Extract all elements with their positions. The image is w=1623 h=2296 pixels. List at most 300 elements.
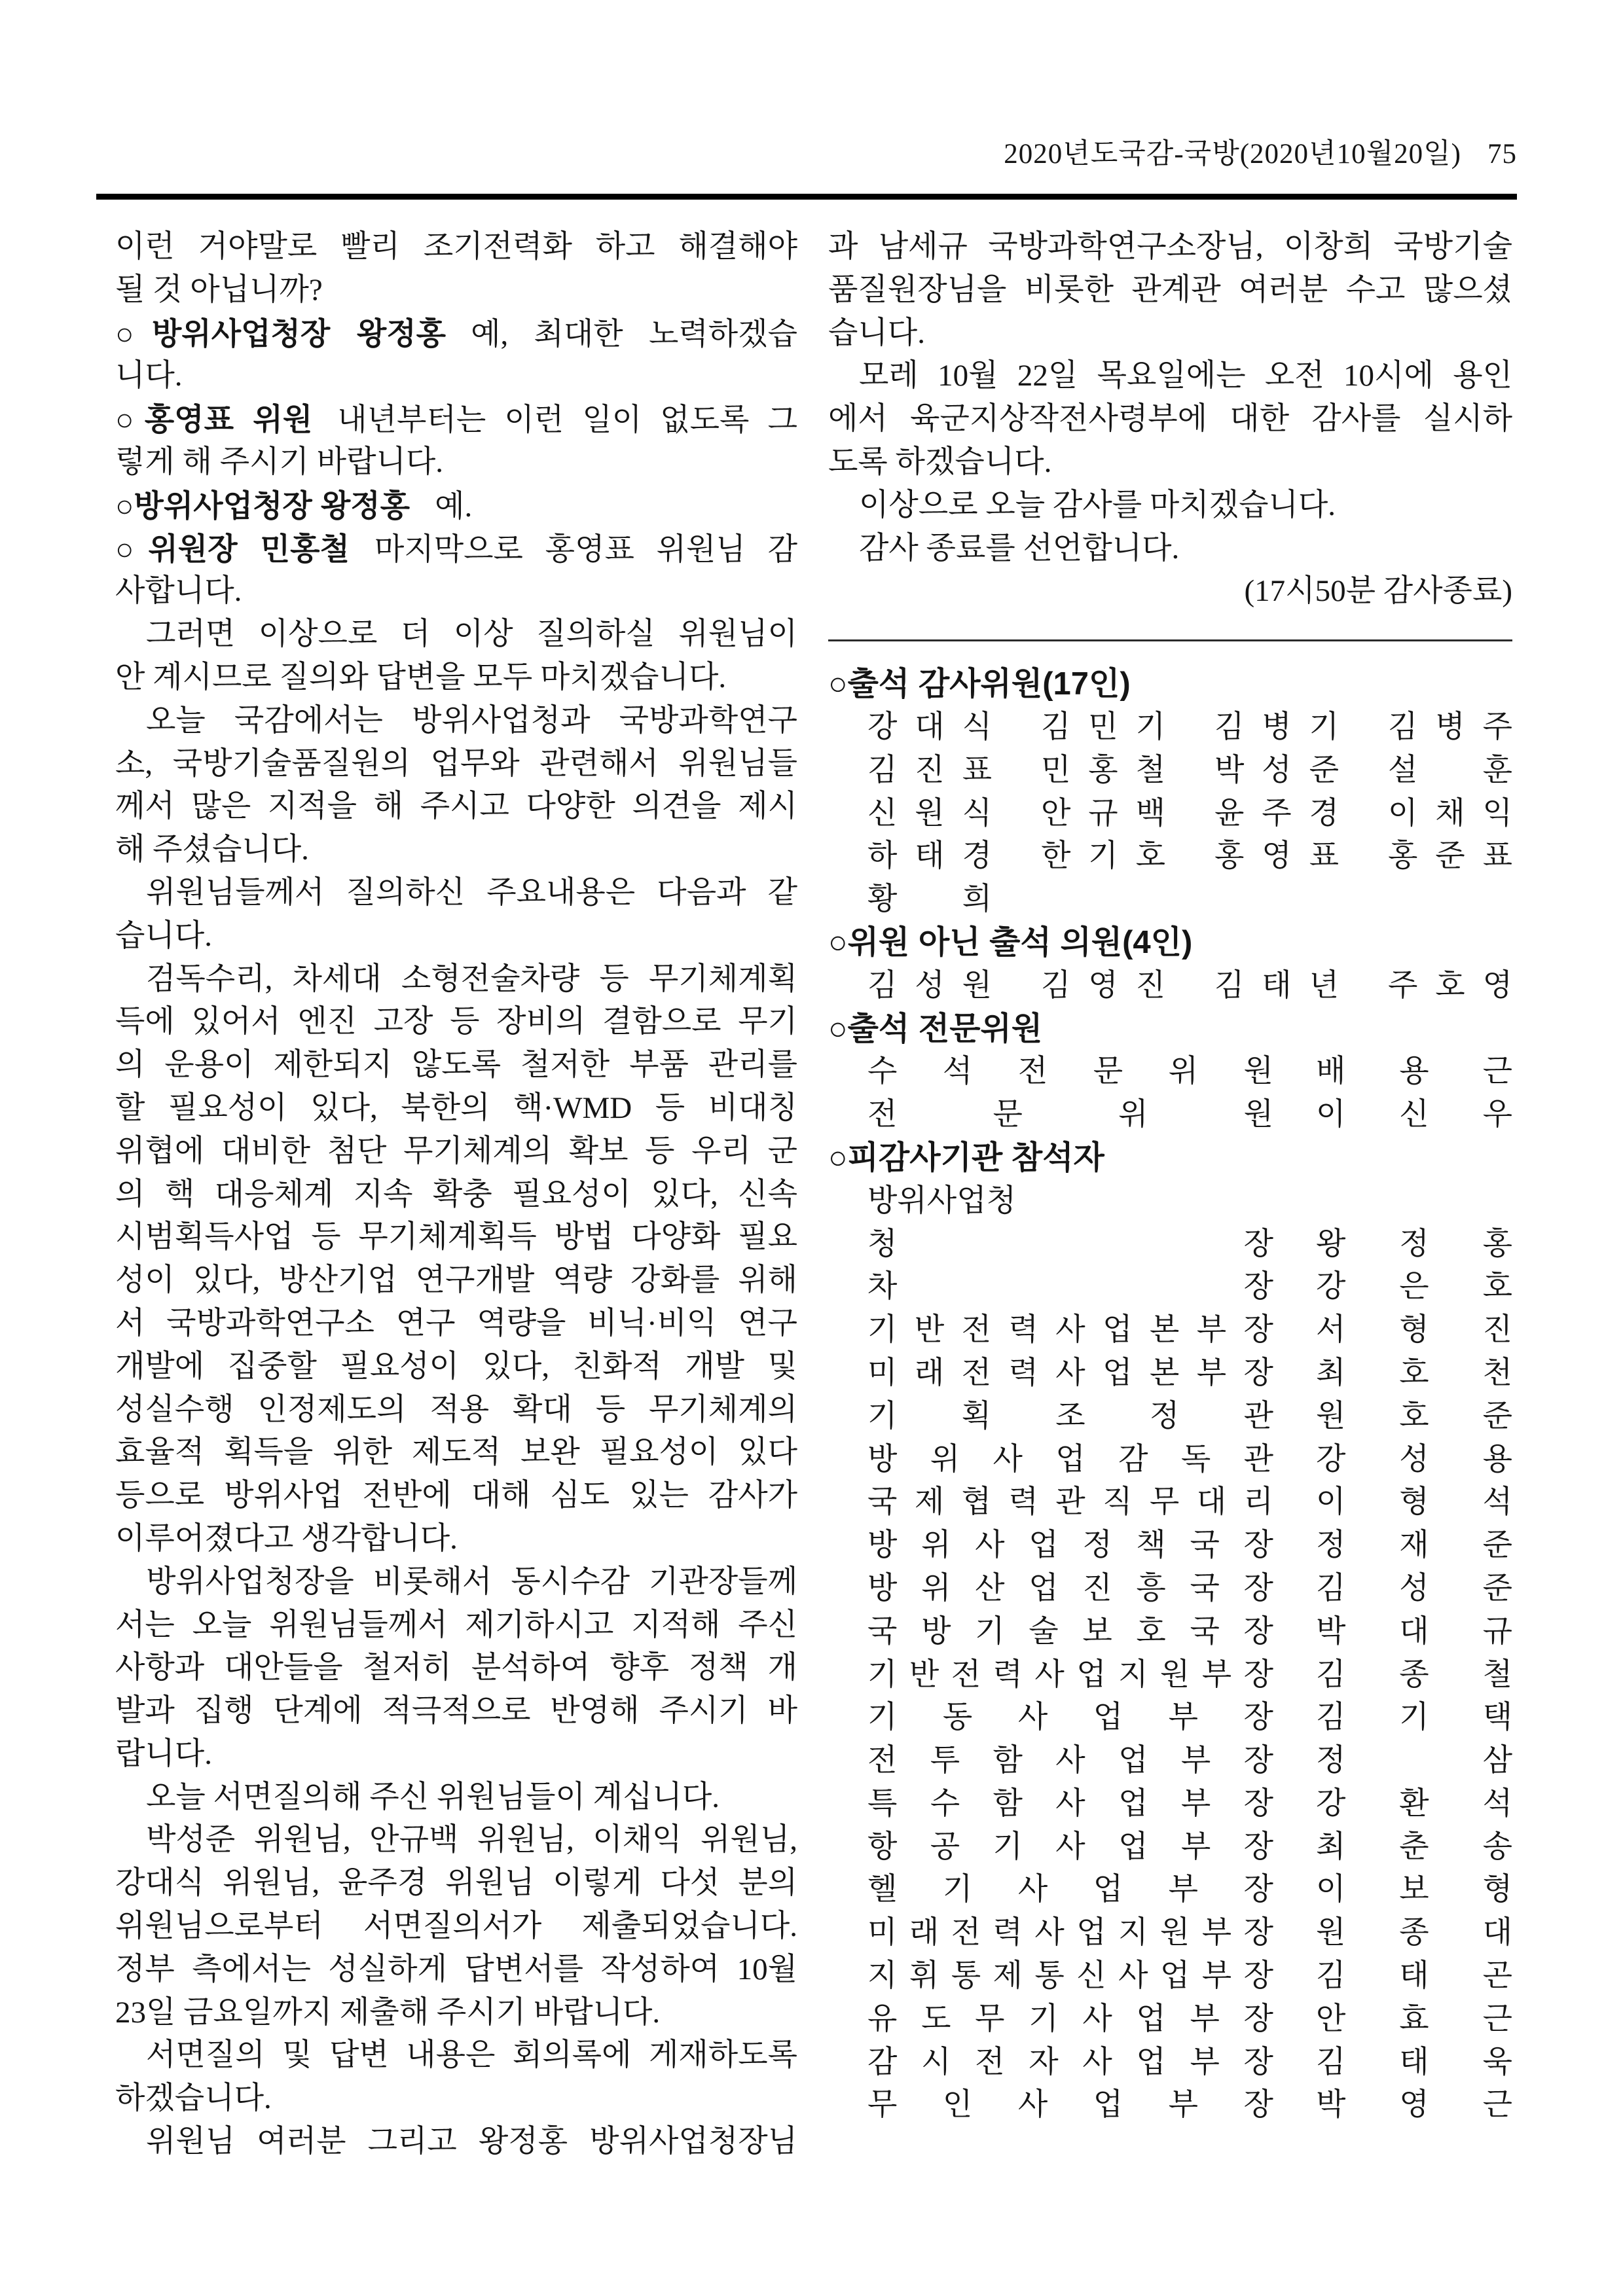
char: 부 (1180, 1786, 1211, 1821)
char: 영 (1262, 839, 1292, 874)
text-line: 성이 있다, 방산기업 연구개발 역량 강화를 위해 (115, 1263, 797, 1298)
char: 홍 (1482, 1227, 1512, 1261)
char: 지 (1118, 1916, 1148, 1950)
char: 장 (1243, 1744, 1273, 1778)
char: 업 (1055, 1442, 1085, 1477)
char: 기 (867, 1313, 898, 1348)
attendee-name (1388, 706, 1512, 749)
char: 함 (993, 1744, 1023, 1778)
char: 종 (1399, 1657, 1429, 1692)
participant-name (1316, 1524, 1512, 1568)
char: 산 (975, 1571, 1005, 1605)
char: 업 (1029, 1571, 1059, 1605)
participant-role (867, 1955, 1273, 1998)
attendee-name-row (828, 749, 1512, 793)
char: 전 (961, 1355, 992, 1390)
char: 보 (1399, 1873, 1429, 1907)
char: 태 (915, 839, 945, 874)
participant-role (867, 1696, 1273, 1740)
char: 김 (867, 968, 898, 1003)
char: 재 (1399, 1528, 1429, 1563)
participant-role (867, 1481, 1273, 1524)
char: 감 (1118, 1442, 1148, 1477)
char: 본 (1149, 1355, 1180, 1390)
char: 성 (1399, 1571, 1429, 1605)
char: 김 (1041, 968, 1071, 1003)
char: 성 (915, 968, 945, 1003)
participant-name (1316, 1050, 1512, 1094)
char: 대 (1399, 1614, 1429, 1649)
char: 익 (1482, 796, 1512, 831)
text-line: 위원님으로부터 서면질의서가 제출되었습니다. (115, 1909, 797, 1944)
char: 리 (1243, 1485, 1273, 1520)
char: 설 (1388, 753, 1418, 787)
char: 장 (1243, 2045, 1273, 2079)
char: 부 (1190, 2045, 1220, 2079)
char: 근 (1482, 2088, 1512, 2123)
char: 사 (993, 1442, 1023, 1477)
char: 식 (962, 709, 992, 744)
char: 호 (1399, 1399, 1429, 1433)
char: 유 (867, 2001, 898, 2036)
char: 부 (1201, 1959, 1232, 1994)
char: 력 (1008, 1485, 1038, 1520)
char: 이 (1316, 1485, 1346, 1520)
char: 사 (1082, 2001, 1112, 2036)
text-line: 이루어졌다고 생각합니다. (115, 1521, 458, 1556)
char: 석 (1482, 1786, 1512, 1821)
char: 김 (1316, 1571, 1346, 1605)
char: 안 (1316, 2001, 1346, 2036)
char: 태 (1399, 2045, 1429, 2079)
participant-name (1316, 1654, 1512, 1697)
char: 시 (921, 2045, 951, 2079)
text-line: 서 국방과학연구소 연구 역량을 비닉·비익 연구 (115, 1306, 797, 1340)
char: 전 (961, 1313, 992, 1348)
char: 안 (1041, 796, 1071, 831)
char: 김 (1214, 968, 1245, 1003)
char: 박 (1316, 2088, 1346, 2123)
char: 장 (1243, 1959, 1273, 1994)
char: 래 (914, 1355, 945, 1390)
participant-role (867, 1352, 1273, 1395)
char: 신 (1399, 1098, 1429, 1132)
participant-row (828, 2084, 1512, 2127)
char: 장 (1243, 1313, 1273, 1348)
text-line: 성실수행 인정제도의 적용 확대 등 무기체계의 (115, 1392, 797, 1427)
char: 환 (1399, 1786, 1429, 1821)
header-rule (96, 194, 1517, 200)
char: 성 (1262, 753, 1292, 787)
char: 준 (1482, 1571, 1512, 1605)
char: 근 (1482, 2001, 1512, 2036)
participant-name (1316, 1912, 1512, 1955)
participant-role (867, 2084, 1273, 2127)
char: 업 (1076, 1657, 1106, 1692)
char: 대 (1196, 1485, 1227, 1520)
attendee-name (867, 706, 992, 749)
attendee-name-row (828, 965, 1512, 1008)
char: 대 (1482, 1916, 1512, 1950)
attendee-name (867, 793, 992, 836)
char: 석 (1482, 1485, 1512, 1520)
char: 전 (951, 1916, 981, 1950)
char: 왕 (1316, 1227, 1346, 1261)
char: 사 (1118, 1959, 1148, 1994)
char: 원 (1316, 1399, 1346, 1433)
text-line: 서면질의 및 답변 내용은 회의록에 게재하도록 (146, 2038, 797, 2073)
char: 업 (1093, 1873, 1123, 1907)
participant-name (1316, 1439, 1512, 1482)
char: 관 (1055, 1485, 1085, 1520)
char: 획 (961, 1399, 992, 1433)
char: 장 (1243, 1916, 1273, 1950)
char: 천 (1482, 1355, 1512, 1390)
char: 헬 (867, 1873, 898, 1907)
char: 호 (1135, 839, 1165, 874)
text-line: 해 주셨습니다. (115, 833, 309, 867)
char: 부 (1190, 2001, 1220, 2036)
speech-line: ○방위사업청장 왕정홍 예, 최대한 노력하겠습 (115, 315, 797, 351)
char: 송 (1482, 1829, 1512, 1864)
participant-name (1316, 1568, 1512, 1611)
char: 협 (961, 1485, 992, 1520)
char: 사 (1055, 1355, 1085, 1390)
char: 사 (1034, 1916, 1065, 1950)
participant-role (867, 1998, 1273, 2041)
attendee-name-row (828, 835, 1512, 878)
char: 철 (1482, 1657, 1512, 1692)
char: 박 (1214, 753, 1245, 787)
participant-role (867, 1568, 1273, 1611)
char: 기 (1399, 1700, 1429, 1735)
text-line: 습니다. (115, 918, 212, 953)
speech-line: ○위원장 민홍철 마지막으로 홍영표 위원님 감 (115, 531, 798, 567)
char: 부 (1168, 1873, 1199, 1907)
char: 인 (942, 2088, 973, 2123)
char: 국 (1190, 1571, 1220, 1605)
char: 독 (1180, 1442, 1211, 1477)
participant-role (867, 1094, 1273, 1137)
participant-name (1316, 1223, 1512, 1266)
participant-row (828, 1223, 1512, 1266)
char: 김 (1316, 1657, 1346, 1692)
char: 정 (1082, 1528, 1112, 1563)
char: 삼 (1482, 1744, 1512, 1778)
text-line: 시범획득사업 등 무기체계획득 방법 다양화 필요 (115, 1220, 797, 1255)
char: 강 (1316, 1270, 1346, 1304)
char: 국 (867, 1614, 898, 1649)
char: 진 (915, 753, 945, 787)
participant-name (1316, 1696, 1512, 1740)
char: 업 (1076, 1916, 1106, 1950)
char: 무 (1149, 1485, 1180, 1520)
char: 준 (1309, 753, 1339, 787)
participant-role (867, 2041, 1273, 2085)
char: 제 (993, 1959, 1023, 1994)
participant-name (1316, 1481, 1512, 1524)
char: 본 (1149, 1313, 1180, 1348)
participant-row (828, 1524, 1512, 1568)
attendee-name (1388, 793, 1512, 836)
char: 영 (1399, 2088, 1429, 2123)
char: 전 (1017, 1054, 1048, 1089)
text-line: 사항과 대안들을 철저히 분석하여 향후 정책 개 (115, 1651, 797, 1685)
attendee-name (1041, 793, 1165, 836)
char: 부 (1201, 1916, 1232, 1950)
char: 철 (1135, 753, 1165, 787)
text-line: 23일 금요일까지 제출해 주시기 바랍니다. (115, 1995, 661, 2030)
char: 준 (1482, 1528, 1512, 1563)
char: 은 (1399, 1270, 1429, 1304)
char: 김 (1041, 709, 1071, 744)
participant-row (828, 1696, 1512, 1740)
participant-role (867, 1654, 1273, 1697)
char: 업 (1029, 1528, 1059, 1563)
text-line: 니다. (115, 359, 183, 393)
text-line: 랍니다. (115, 1736, 212, 1771)
text-line: 에서 육군지상작전사령부에 대한 감사를 실시하 (828, 402, 1512, 437)
char: 민 (1088, 709, 1118, 744)
participant-name (1316, 1395, 1512, 1439)
participant-role (867, 1611, 1273, 1654)
char: 백 (1135, 796, 1165, 831)
participant-row (828, 1266, 1512, 1309)
text-line: 강대식 위원님, 윤주경 위원님 이렇게 다섯 분의 (115, 1866, 797, 1901)
char: 위 (930, 1442, 960, 1477)
char: 부 (1196, 1355, 1227, 1390)
attendee-name (867, 835, 992, 878)
participant-name (1316, 1826, 1512, 1869)
char: 사 (1055, 1786, 1085, 1821)
char: 욱 (1482, 2045, 1512, 2079)
char: 장 (1243, 1657, 1273, 1692)
attendee-name (1041, 965, 1165, 1008)
char: 표 (1309, 839, 1339, 874)
participant-name (1316, 1783, 1512, 1826)
char: 김 (1316, 1959, 1346, 1994)
char: 신 (867, 796, 898, 831)
participant-name (1316, 2084, 1512, 2127)
text-line: (17시50분 감사종료) (1244, 574, 1512, 609)
char: 배 (1316, 1054, 1346, 1089)
char: 근 (1482, 1054, 1512, 1089)
attendee-name-row (828, 706, 1512, 749)
char: 책 (1136, 1528, 1166, 1563)
char: 장 (1243, 1528, 1273, 1563)
char: 부 (1196, 1313, 1227, 1348)
char: 장 (1243, 1355, 1273, 1390)
speaker-label: ○방위사업청장 왕정홍 (115, 488, 410, 523)
attendee-name (1041, 749, 1165, 793)
char: 장 (1243, 2001, 1273, 2036)
char: 미 (867, 1355, 898, 1390)
char: 장 (1243, 1786, 1273, 1821)
char: 진 (1482, 1313, 1512, 1348)
text-line: 할 필요성이 있다, 북한의 핵·WMD 등 비대칭 (115, 1090, 797, 1125)
char: 지 (1118, 1657, 1148, 1692)
char: 경 (962, 839, 992, 874)
char: 강 (1316, 1786, 1346, 1821)
participant-name (1316, 1266, 1512, 1309)
text-line: 소, 국방기술품질원의 업무와 관련해서 위원님들 (115, 746, 797, 781)
char: 원 (962, 968, 992, 1003)
text-line: 발과 집행 단계에 적극적으로 반영해 주시기 바 (115, 1694, 797, 1729)
char: 규 (1088, 796, 1118, 831)
section-heading: ○출석 전문위원 (828, 1011, 1043, 1047)
char: 사 (1055, 1313, 1085, 1348)
text-line: 렇게 해 주시기 바랍니다. (115, 444, 444, 479)
char: 장 (1243, 1270, 1273, 1304)
text-line: 이런 거야말로 빨리 조기전력화 하고 해결해야 (115, 230, 797, 264)
attendee-name (1214, 749, 1339, 793)
char: 위 (1118, 1098, 1148, 1132)
char: 호 (1136, 1614, 1166, 1649)
char: 기 (942, 1873, 973, 1907)
participant-row (828, 2041, 1512, 2085)
participant-name (1316, 1309, 1512, 1352)
participant-name (1316, 1611, 1512, 1654)
attendee-name (1214, 965, 1339, 1008)
char: 홍 (1214, 839, 1245, 874)
char: 사 (1017, 1873, 1048, 1907)
char: 휘 (909, 1959, 939, 1994)
char: 이 (1316, 1873, 1346, 1907)
char: 술 (1029, 1614, 1059, 1649)
char: 호 (1435, 968, 1465, 1003)
char: 기 (1135, 709, 1165, 744)
text-line: 이상으로 오늘 감사를 마치겠습니다. (859, 488, 1336, 522)
attendee-name (1214, 706, 1339, 749)
char: 방 (921, 1614, 951, 1649)
char: 년 (1309, 968, 1339, 1003)
char: 사 (1017, 2088, 1048, 2123)
char: 장 (1243, 1873, 1273, 1907)
attendee-name (1214, 835, 1339, 878)
char: 원 (1243, 1054, 1273, 1089)
speaker-label: ○위원장 민홍철 (115, 531, 350, 566)
char: 전 (867, 1098, 898, 1132)
char: 주 (1482, 709, 1512, 744)
char: 기 (1029, 2001, 1059, 2036)
attendee-name (1388, 965, 1512, 1008)
text-line: 안 계시므로 질의와 답변을 모두 마치겠습니다. (115, 660, 727, 694)
participant-name (1316, 1955, 1512, 1998)
char: 방 (867, 1571, 898, 1605)
char: 사 (1055, 1829, 1085, 1864)
participant-row (828, 1912, 1512, 1955)
char: 기 (867, 1657, 898, 1692)
char: 강 (1316, 1442, 1346, 1477)
attendee-name (1214, 793, 1339, 836)
char: 무 (867, 2088, 898, 2123)
participant-row (828, 1611, 1512, 1654)
char: 장 (1243, 1571, 1273, 1605)
char: 황 (867, 882, 898, 917)
char: 업 (1093, 1700, 1123, 1735)
text-line: 모레 10월 22일 목요일에는 오전 10시에 용인 (859, 359, 1512, 393)
char: 형 (1399, 1313, 1429, 1348)
text-line: 감사 종료를 선언합니다. (859, 531, 1180, 565)
attendee-name-row (828, 793, 1512, 836)
text-line: 효율적 획득을 위한 제도적 보완 필요성이 있다 (115, 1435, 797, 1470)
char: 최 (1316, 1829, 1346, 1864)
section-heading: ○출석 감사위원(17인) (828, 666, 1131, 702)
right-text-column (828, 226, 1512, 2127)
char: 동 (942, 1700, 973, 1735)
participant-row (828, 1869, 1512, 1912)
section-divider (828, 639, 1512, 641)
char: 사 (975, 1528, 1005, 1563)
char: 도 (921, 2001, 951, 2036)
char: 국 (1190, 1614, 1220, 1649)
char: 태 (1399, 1959, 1429, 1994)
char: 효 (1399, 2001, 1429, 2036)
char: 위 (1168, 1054, 1199, 1089)
attendee-name (1041, 706, 1165, 749)
char: 김 (1388, 709, 1418, 744)
char: 장 (1243, 1700, 1273, 1735)
char: 영 (1088, 968, 1118, 1003)
participant-row (828, 1783, 1512, 1826)
char: 방 (867, 1442, 898, 1477)
char: 기 (867, 1700, 898, 1735)
char: 보 (1082, 1614, 1112, 1649)
char: 업 (1118, 1829, 1148, 1864)
text-line: 검독수리, 차세대 소형전술차량 등 무기체계획 (146, 961, 797, 996)
char: 준 (1435, 839, 1465, 874)
text-line: 위원님 여러분 그리고 왕정홍 방위사업청장님 (146, 2125, 797, 2159)
char: 용 (1482, 1442, 1512, 1477)
char: 제 (914, 1485, 945, 1520)
char: 홍 (1088, 753, 1118, 787)
char: 기 (1088, 839, 1118, 874)
char: 장 (1243, 1829, 1273, 1864)
char: 투 (930, 1744, 960, 1778)
char: 강 (867, 709, 898, 744)
participant-role (867, 1223, 1273, 1266)
char: 병 (1435, 709, 1465, 744)
participant-role (867, 1309, 1273, 1352)
char: 호 (1482, 1270, 1512, 1304)
char: 국 (1190, 1528, 1220, 1563)
char: 원 (1159, 1657, 1190, 1692)
participant-role (867, 1783, 1273, 1826)
char: 정 (1399, 1227, 1429, 1261)
text-line: 서는 오늘 위원님들께서 제기하시고 지적해 주신 (115, 1607, 797, 1642)
participant-name (1316, 1869, 1512, 1912)
speech-line: ○홍영표 위원 내년부터는 이런 일이 없도록 그 (115, 402, 797, 438)
page-number: 75 (1487, 139, 1517, 170)
char: 진 (1135, 968, 1165, 1003)
char: 곤 (1482, 1959, 1512, 1994)
char: 훈 (1482, 753, 1512, 787)
char: 전 (975, 2045, 1005, 2079)
char: 직 (1103, 1485, 1133, 1520)
text-line: 개발에 집중할 필요성이 있다, 친화적 개발 및 (115, 1349, 797, 1384)
char: 차 (867, 1270, 898, 1304)
participant-role (867, 1869, 1273, 1912)
section-heading: ○피감사기관 참석자 (828, 1139, 1104, 1175)
speaker-label: ○방위사업청장 왕정홍 (115, 315, 447, 351)
char: 민 (1041, 753, 1071, 787)
participant-row (828, 1309, 1512, 1352)
text-line: 오늘 국감에서는 방위사업청과 국방과학연구 (146, 703, 797, 738)
text-line: 박성준 위원님, 안규백 위원님, 이채익 위원님, (146, 1823, 797, 1857)
text-line: 의 핵 대응체계 지속 확충 필요성이 있다, 신속 (115, 1177, 797, 1211)
char: 성 (1399, 1442, 1429, 1477)
participant-row (828, 1955, 1512, 1998)
